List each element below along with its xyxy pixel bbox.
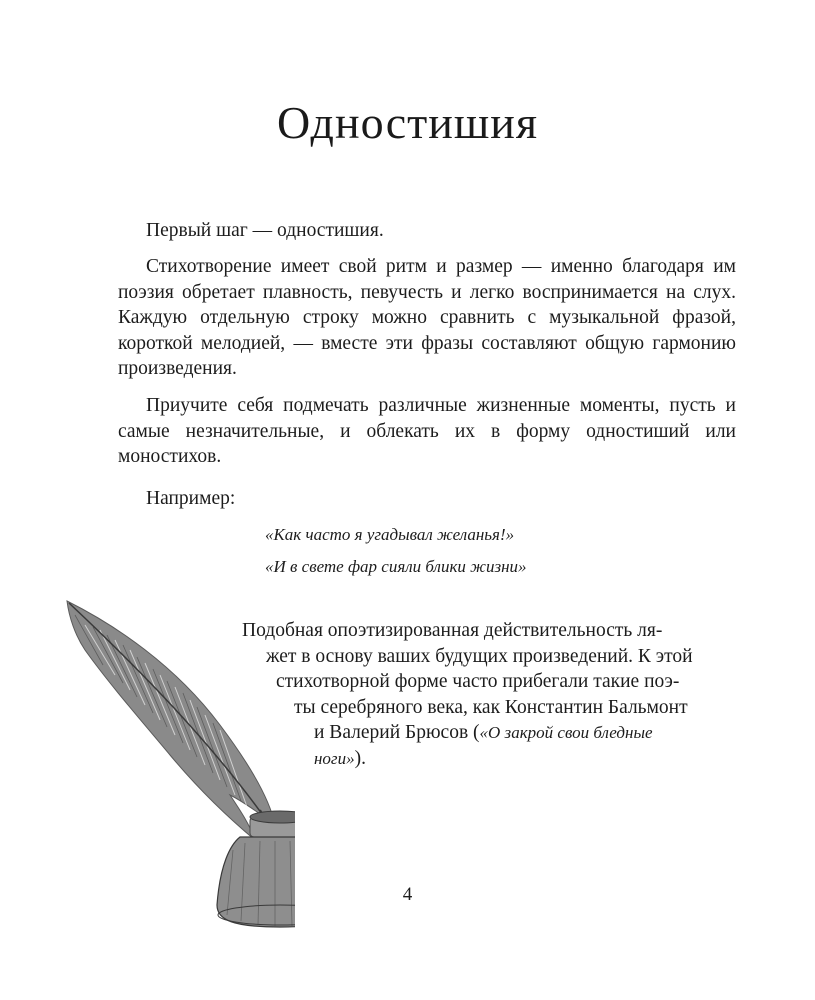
closing-line-5-text: и Валерий Брюсов ( — [314, 722, 480, 744]
closing-line-2: жет в основу ваших будущих произведений. К этой — [266, 645, 693, 667]
example-line-2: «И в свете фар сияли блики жизни» — [265, 557, 527, 576]
closing-line-4: ты серебряного века, как Константин Бальмонт — [294, 696, 688, 718]
closing-line-6-quote: ноги» — [314, 748, 355, 768]
page-title: Одностишия — [276, 97, 539, 148]
inkwell-body — [217, 837, 295, 927]
paragraph-rhythm: Стихотворение имеет свой ритм и размер — именно благодаря им поэзия обретает плавность, певучесть и легко воспринимается на слух. Каждую отдельную строку можно сравнить с музыкальной фразой, короткой мелодией, — вместе эти фразы составляют общую гармонию произведения. — [118, 256, 736, 380]
closing-line-6-text: ). — [354, 747, 366, 769]
closing-line-5-quote: «О закрой свои бледные — [479, 723, 653, 743]
paragraph-advice: Приучите себя подмечать различные жизненные моменты, пусть и самые незначительные, и облекать их в форму одностиший или моностихов. — [118, 395, 736, 468]
paragraph-example-label: Например: — [146, 488, 236, 509]
closing-line-3: стихотворной форме часто прибегали такие поэ- — [276, 671, 680, 693]
closing-line-5 — [242, 720, 736, 746]
example-line-1: «Как часто я угадывал желанья!» — [265, 525, 515, 544]
page-number: 4 — [402, 884, 413, 905]
closing-line-6 — [242, 746, 736, 772]
paragraph-closing — [242, 618, 736, 772]
paragraph-intro: Первый шаг — одностишия. — [146, 220, 384, 241]
closing-line-1: Подобная опоэтизированная действительность ля- — [242, 620, 663, 641]
